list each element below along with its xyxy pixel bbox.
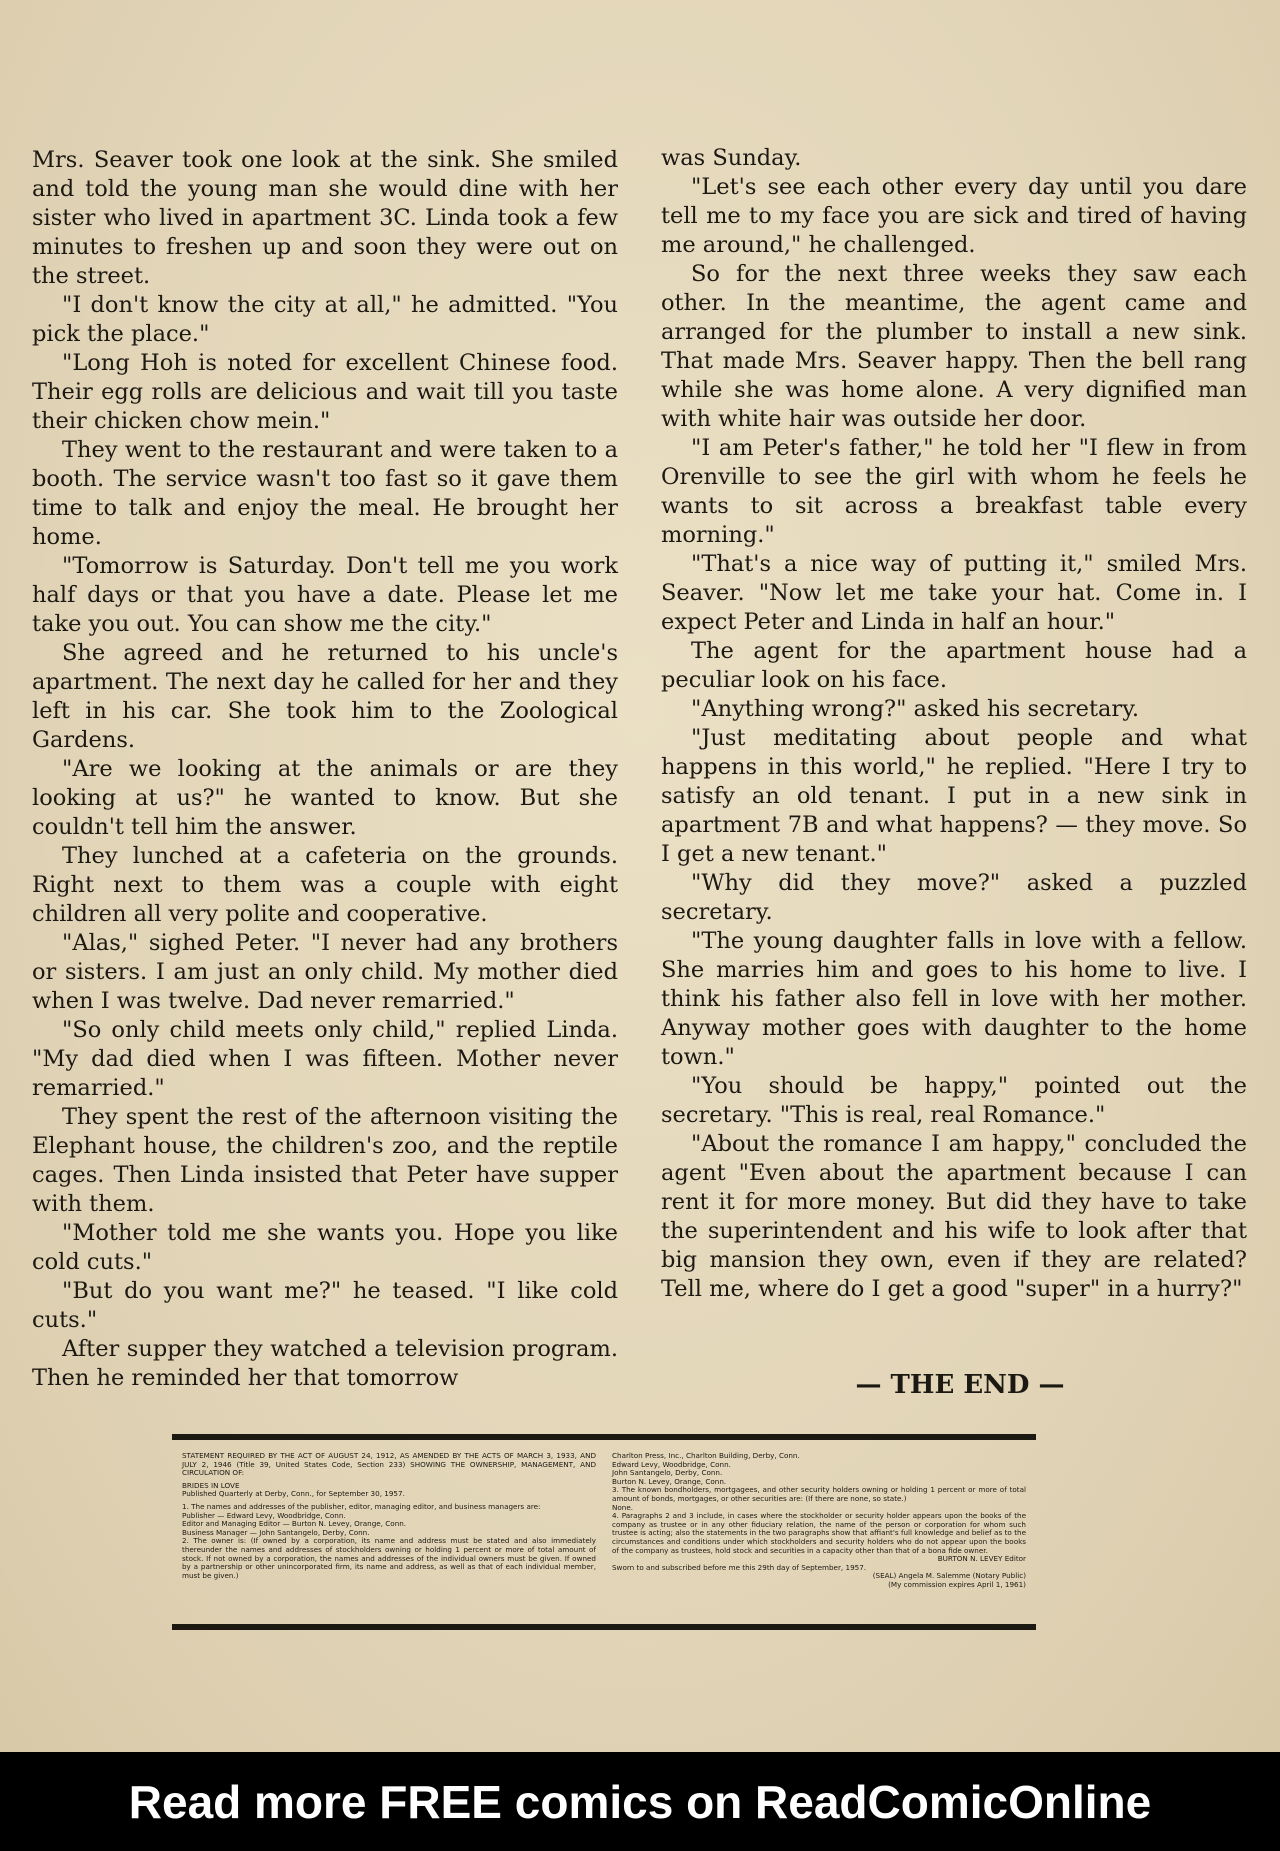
statement-line: Sworn to and subscribed before me this 29th day of September, 1957. bbox=[612, 1562, 867, 1572]
statement-line: Edward Levy, Woodbridge, Conn. bbox=[612, 1459, 731, 1469]
statement-line: Publisher — Edward Levy, Woodbridge, Conn. bbox=[182, 1510, 346, 1520]
statement-column-right bbox=[612, 1452, 1026, 1618]
statement-line: John Santangelo, Derby, Conn. bbox=[612, 1468, 723, 1478]
paragraph: "That's a nice way of putting it," smiled Mrs. Seaver. "Now let me take your hat. Come in. I expect Peter and Linda in half an hour." bbox=[661, 551, 1247, 635]
statement-line: (SEAL) Angela M. Salemme (Notary Public) bbox=[872, 1571, 1026, 1581]
statement-line: Business Manager — John Santangelo, Derby, Conn. bbox=[182, 1527, 370, 1537]
paragraph: "The young daughter falls in love with a fellow. She marries him and goes to his home to live. I think his father also fell in love with her mother. Anyway mother goes with daughter to the home town." bbox=[661, 928, 1247, 1070]
paragraph: was Sunday. bbox=[661, 145, 802, 171]
paragraph: "I am Peter's father," he told her "I flew in from Orenville to see the girl with whom he feels he wants to sit across a breakfast table every morning." bbox=[661, 435, 1247, 548]
statement-line: None. bbox=[612, 1502, 634, 1512]
statement-column-left bbox=[182, 1452, 596, 1618]
statement-line: Burton N. Levey, Orange, Conn. bbox=[612, 1476, 727, 1486]
the-end-mark: — THE END — bbox=[855, 1370, 1065, 1400]
statement-line: BURTON N. LEVEY Editor bbox=[937, 1554, 1026, 1564]
statement-line: BRIDES IN LOVE bbox=[182, 1480, 240, 1490]
statement-line: Charlton Press, Inc., Charlton Building, Derby, Conn. bbox=[612, 1451, 800, 1460]
statement-line: Published Quarterly at Derby, Conn., for September 30, 1957. bbox=[182, 1489, 405, 1499]
paragraph: They spent the rest of the afternoon visiting the Elephant house, the children's zoo, and the reptile cages. Then Linda insisted that Peter have supper with them. bbox=[32, 1104, 618, 1217]
ownership-statement bbox=[172, 1434, 1036, 1630]
paragraph: The agent for the apartment house had a peculiar look on his face. bbox=[661, 638, 1247, 693]
statement-line: 2. The owner is: (If owned by a corporation, its name and address must be stated and also immediately thereunder the names and addresses of stockholders owning or holding 1 percent or more of total amount of stock. If not owned by a corporation, the names and addresses of the individual owners must be given. If owned by a partnership or other unincorporated firm, its name and address, as well as that of each individual member, must be given.) bbox=[182, 1536, 596, 1580]
paragraph: She agreed and he returned to his uncle's apartment. The next day he called for her and they left in his car. She took him to the Zoological Gardens. bbox=[32, 640, 618, 753]
story-column-right bbox=[661, 144, 1247, 1304]
paragraph: "Long Hoh is noted for excellent Chinese food. Their egg rolls are delicious and wait till you taste their chicken chow mein." bbox=[32, 350, 618, 434]
paragraph: Mrs. Seaver took one look at the sink. She smiled and told the young man she would dine with her sister who lived in apartment 3C. Linda took a few minutes to freshen up and soon they were out on the street. bbox=[32, 147, 618, 289]
statement-line: STATEMENT REQUIRED BY THE ACT OF AUGUST 24, 1912, AS AMENDED BY THE ACTS OF MARCH 3, 1933, AND JULY 2, 1946 (Title 39, United States Code, Section 233) SHOWING THE OWNERSHIP, MANAGEMENT, AND CIRCULATION OF: bbox=[182, 1451, 596, 1478]
paragraph: "Anything wrong?" asked his secretary. bbox=[691, 696, 1140, 722]
paragraph: "About the romance I am happy," concluded the agent "Even about the apartment because I can rent it for more money. But did they have to take the superintendent and his wife to look after that big mansion they own, even if they are related? Tell me, where do I get a good "super" in a hurry?" bbox=[661, 1131, 1247, 1302]
statement-line: 4. Paragraphs 2 and 3 include, in cases where the stockholder or security holder appears upon the books of the company as trustee or in any other fiduciary relation, the name of the person or corporation for whom such trustee is acting; also the statements in the two paragraphs show that affiant's full knowledge and belief as to the circumstances and conditions under which stockholders and security holders who do not appear upon the books of the company as trustees, hold stock and securities in a capacity other than that of a bona fide owner. bbox=[612, 1511, 1026, 1555]
paragraph: They went to the restaurant and were taken to a booth. The service wasn't too fast so it gave them time to talk and enjoy the meal. He brought her home. bbox=[32, 437, 618, 550]
paragraph: "You should be happy," pointed out the secretary. "This is real, real Romance." bbox=[661, 1073, 1247, 1128]
paragraph: "Are we looking at the animals or are they looking at us?" he wanted to know. But she couldn't tell him the answer. bbox=[32, 756, 618, 840]
paragraph: "But do you want me?" he teased. "I like cold cuts." bbox=[32, 1278, 618, 1333]
promo-banner-text: Read more FREE comics on ReadComicOnline bbox=[128, 1775, 1152, 1828]
paragraph: "I don't know the city at all," he admitted. "You pick the place." bbox=[32, 292, 618, 347]
paragraph: They lunched at a cafeteria on the grounds. Right next to them was a couple with eight children all very polite and cooperative. bbox=[32, 843, 618, 927]
paragraph: "Just meditating about people and what happens in this world," he replied. "Here I try to satisfy an old tenant. I put in a new sink in apartment 7B and what happens? — they move. So I get a new tenant." bbox=[661, 725, 1247, 867]
paragraph: "So only child meets only child," replied Linda. "My dad died when I was fifteen. Mother never remarried." bbox=[32, 1017, 618, 1101]
promo-banner[interactable] bbox=[0, 1752, 1280, 1851]
paragraph: "Tomorrow is Saturday. Don't tell me you work half days or that you have a date. Please let me take you out. You can show me the city." bbox=[32, 553, 618, 637]
paragraph: "Alas," sighed Peter. "I never had any brothers or sisters. I am just an only child. My mother died when I was twelve. Dad never remarried." bbox=[32, 930, 618, 1014]
statement-line: (My commission expires April 1, 1961) bbox=[888, 1579, 1026, 1589]
paragraph: After supper they watched a television program. Then he reminded her that tomorrow bbox=[32, 1336, 618, 1391]
statement-line: Editor and Managing Editor — Burton N. Levey, Orange, Conn. bbox=[182, 1519, 407, 1529]
paragraph: "Let's see each other every day until you dare tell me to my face you are sick and tired of having me around," he challenged. bbox=[661, 174, 1247, 258]
paragraph: "Why did they move?" asked a puzzled secretary. bbox=[661, 870, 1247, 925]
story-column-left bbox=[32, 146, 618, 1393]
statement-line: 3. The known bondholders, mortgagees, and other security holders owning or holding 1 percent or more of total amount of bonds, mortgages, or other securities are: (If there are none, so state.) bbox=[612, 1485, 1026, 1503]
statement-line: 1. The names and addresses of the publisher, editor, managing editor, and business managers are: bbox=[182, 1501, 541, 1511]
paragraph: "Mother told me she wants you. Hope you like cold cuts." bbox=[32, 1220, 618, 1275]
paragraph: So for the next three weeks they saw each other. In the meantime, the agent came and arranged for the plumber to install a new sink. That made Mrs. Seaver happy. Then the bell rang while she was home alone. A very dignified man with white hair was outside her door. bbox=[661, 261, 1247, 432]
